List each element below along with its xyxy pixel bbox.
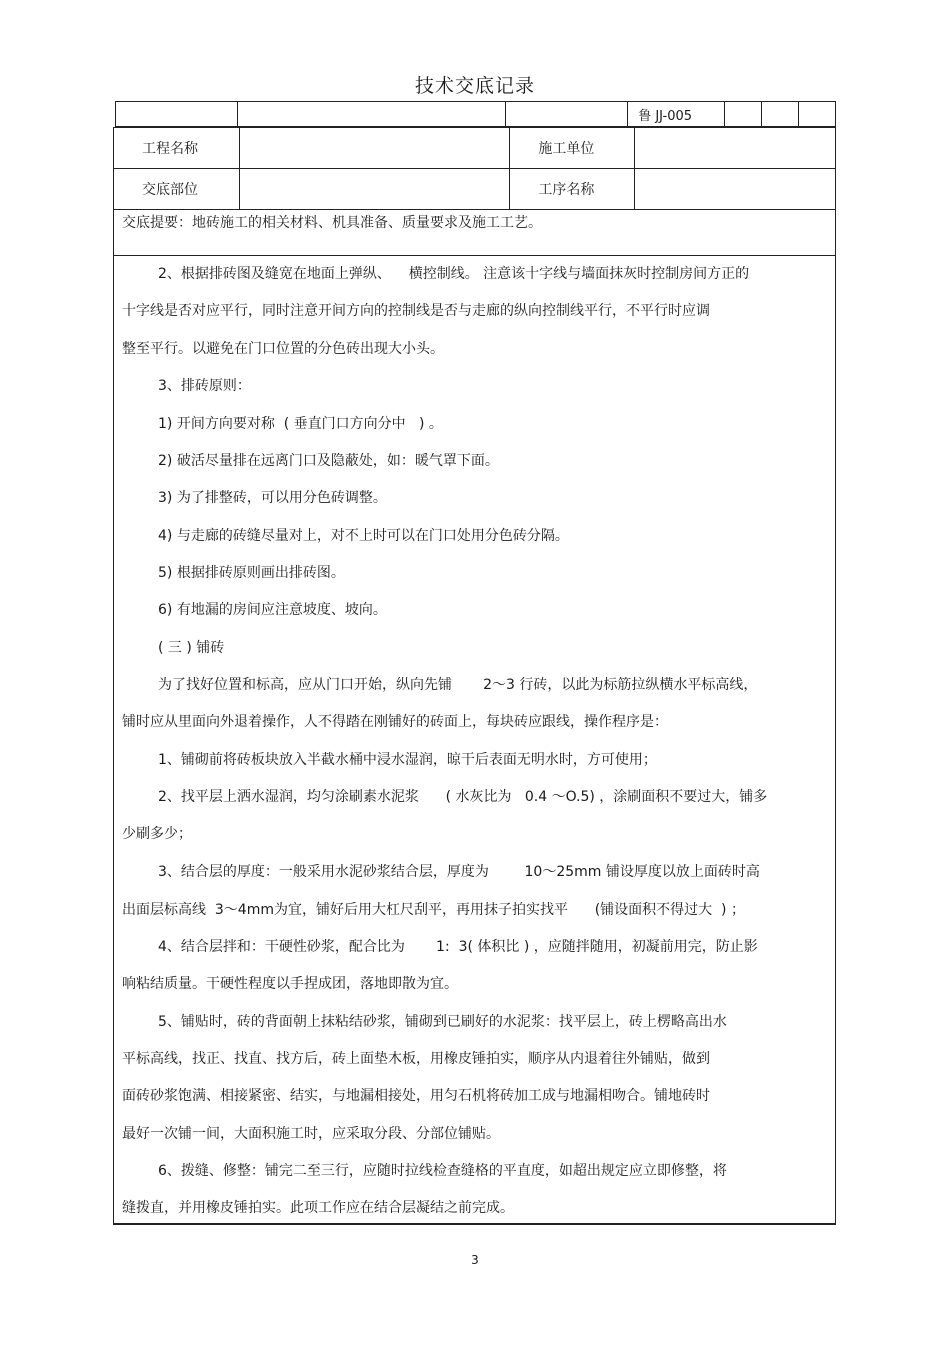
construction-unit-label: 施工单位: [510, 128, 635, 169]
content-line: 3、排砖原则：: [158, 378, 251, 394]
code-box-2: [761, 102, 799, 127]
content-line: 平标高线，找正、找直、找方后，砖上面垫木板，用橡皮锤拍实，顺序从内退着往外铺贴，做到: [122, 1051, 710, 1067]
location-label: 交底部位: [114, 169, 240, 210]
process-name-value: [635, 169, 836, 210]
code-blank-cell-2: [238, 102, 505, 127]
content-line: ( 三 ) 铺砖: [158, 640, 225, 656]
construction-unit-value: [635, 128, 836, 169]
content-line: 出面层标高线 3～4mm为宜，铺好后用大杠尺刮平，再用抹子拍实找平 (铺设面积不得过大 ) ；: [122, 902, 745, 918]
content-line: 2、根据排砖图及缝宽在地面上弹纵、 横控制线。 注意该十字线与墙面抹灰时控制房间方正的: [158, 266, 750, 282]
content-line: 4) 与走廊的砖缝尽量对上，对不上时可以在门口处用分色砖分隔。: [158, 528, 569, 544]
content-line: 十字线是否对应平行，同时注意开间方向的控制线是否与走廊的纵向控制线平行，不平行时应调: [122, 303, 710, 319]
content-section: [113, 256, 836, 1225]
document-title: 技术交底记录: [414, 75, 535, 97]
content-line: 1、铺砌前将砖板块放入半截水桶中浸水湿润，晾干后表面无明水时，方可使用；: [158, 752, 657, 768]
content-line: 5、铺贴时，砖的背面朝上抹粘结砂浆，铺砌到已刷好的水泥浆：找平层上，砖上楞略高出水: [158, 1014, 727, 1030]
code-blank-cell-3: [505, 102, 627, 127]
code-blank-cell-1: [116, 102, 238, 127]
content-line: 整至平行。以避免在门口位置的分色砖出现大小头。: [122, 341, 444, 357]
content-line: 6、拨缝、修整：铺完二至三行，应随时拉线检查缝格的平直度，如超出规定应立即修整，将: [158, 1163, 727, 1179]
location-value: [239, 169, 510, 210]
code-box-3: [799, 102, 836, 127]
content-line: 4、结合层拌和：干硬性砂浆，配合比为 1: 3( 体积比 ) ，应随拌随用，初凝前用完，防止影: [158, 939, 758, 955]
code-box-1: [725, 102, 762, 127]
content-line: 3) 为了排整砖，可以用分色砖调整。: [158, 490, 387, 506]
content-line: 1) 开间方向要对称 ( 垂直门口方向分中 ) 。: [158, 416, 443, 432]
project-name-value: [239, 128, 510, 169]
summary-section: [113, 210, 836, 256]
process-name-label: 工序名称: [510, 169, 635, 210]
project-name-label: 工程名称: [114, 128, 240, 169]
content-line: 5) 根据排砖原则画出排砖图。: [158, 565, 345, 581]
form-code: 鲁 JJ-005: [628, 102, 725, 127]
content-line: 2、找平层上洒水湿润，均匀涂刷素水泥浆 ( 水灰比为 0.4 ～O.5) ，涂刷面积不要过大，铺多: [158, 789, 768, 805]
content-line: 最好一次铺一间，大面积施工时，应采取分段、分部位铺贴。: [122, 1126, 500, 1142]
page-number: 3: [471, 1253, 479, 1267]
content-line: 缝拨直，并用橡皮锤拍实。此项工作应在结合层凝结之前完成。: [122, 1200, 514, 1216]
content-line: 少刷多少；: [122, 826, 192, 842]
form-code-table: [115, 101, 836, 127]
header-info-table: [113, 127, 836, 210]
content-line: 2) 破活尽量排在远离门口及隐蔽处，如：暖气罩下面。: [158, 453, 499, 469]
summary-text: 交底提要：地砖施工的相关材料、机具准备、质量要求及施工工艺。: [122, 215, 542, 231]
content-line: 6) 有地漏的房间应注意坡度、坡向。: [158, 602, 387, 618]
content-line: 面砖砂浆饱满、相接紧密、结实，与地漏相接处，用匀石机将砖加工成与地漏相吻合。铺地砖时: [122, 1088, 710, 1104]
content-line: 铺时应从里面向外退着操作，人不得踏在刚铺好的砖面上，每块砖应跟线，操作程序是：: [122, 714, 668, 730]
content-line: 3、结合层的厚度：一般采用水泥砂浆结合层，厚度为 10～25mm 铺设厚度以放上面砖时高: [158, 864, 760, 880]
content-line: 为了找好位置和标高，应从门口开始，纵向先铺 2～3 行砖，以此为标筋拉纵横水平标高线，: [158, 677, 758, 693]
content-line: 响粘结质量。干硬性程度以手捏成团，落地即散为宜。: [122, 976, 458, 992]
